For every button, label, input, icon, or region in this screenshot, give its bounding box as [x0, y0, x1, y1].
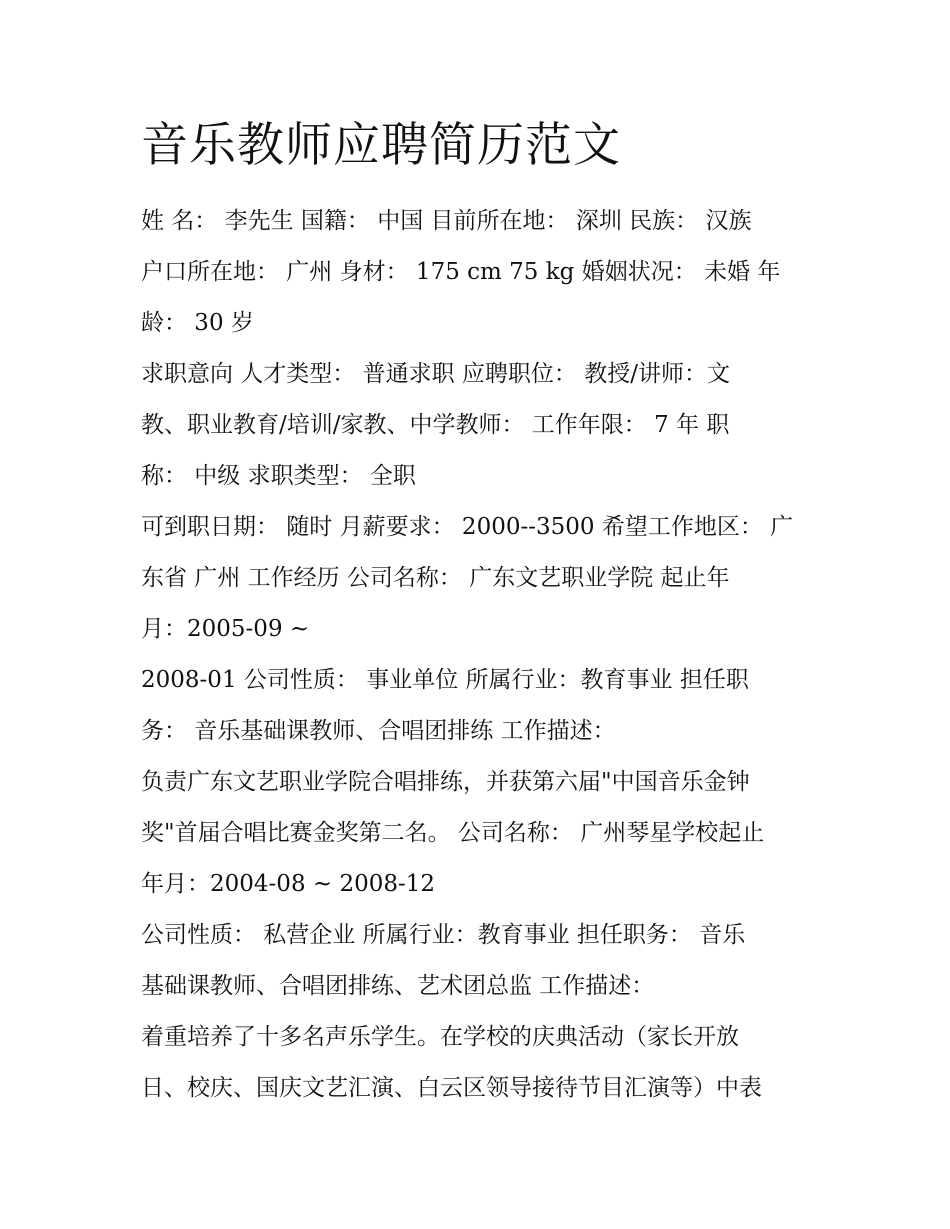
body-line: 求职意向 人才类型： 普通求职 应聘职位： 教授/讲师：文	[141, 361, 730, 387]
body-line: 基础课教师、合唱团排练、艺术团总监 工作描述：	[141, 973, 655, 999]
body-line: 年月：2004-08 ~ 2008-12	[141, 871, 436, 897]
body-line: 称： 中级 求职类型： 全职	[141, 463, 416, 489]
body-line: 奖"首届合唱比赛金奖第二名。 公司名称： 广州琴星学校起止	[141, 820, 765, 846]
body-line: 公司性质： 私营企业 所属行业：教育事业 担任职务： 音乐	[141, 922, 746, 948]
body-line: 教、职业教育/培训/家教、中学教师： 工作年限： 7 年 职	[141, 412, 730, 438]
body-line: 月：2005-09 ~	[141, 616, 310, 642]
body-line: 负责广东文艺职业学院合唱排练，并获第六届"中国音乐金钟	[141, 769, 750, 795]
body-line: 东省 广州 工作经历 公司名称： 广东文艺职业学院 起止年	[141, 565, 730, 591]
body-line: 日、校庆、国庆文艺汇演、白云区领导接待节目汇演等）中表	[141, 1075, 762, 1101]
body-line: 户口所在地： 广州 身材： 175 cm 75 kg 婚姻状况： 未婚 年	[141, 259, 781, 285]
body-line: 龄： 30 岁	[141, 310, 254, 336]
document-body	[141, 196, 821, 1114]
body-line: 2008-01 公司性质： 事业单位 所属行业：教育事业 担任职	[141, 667, 749, 693]
document-title: 音乐教师应聘简历范文	[141, 118, 621, 173]
body-line: 着重培养了十多名声乐学生。在学校的庆典活动（家长开放	[141, 1024, 739, 1050]
body-line: 可到职日期： 随时 月薪要求： 2000--3500 希望工作地区： 广	[141, 514, 794, 540]
body-line: 姓 名： 李先生 国籍： 中国 目前所在地： 深圳 民族： 汉族	[141, 208, 752, 234]
body-line: 务： 音乐基础课教师、合唱团排练 工作描述：	[141, 718, 616, 744]
